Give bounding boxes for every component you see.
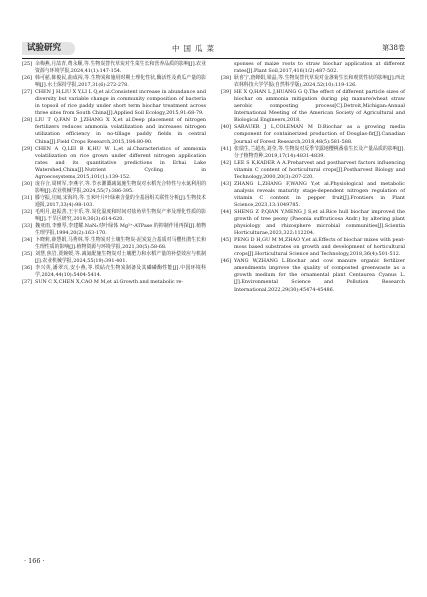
reference-text: SARAUER J L,COLEMAN M D.Biochar as a growing media component for containerized production of Douglas-fir[J].Canadian Journal of Forest Research,2018,48(5):581-588. [234, 124, 405, 145]
reference-text: LIU T Q,FAN D J,ZHANG X X,et al.Deep placement of nitrogen fertilizers reduces ammonia volatilization and increases nitrogen utilization efficiency in no-tillage paddy fields in central China[J].Field Crops Research,2015,184:80-90. [35, 117, 206, 145]
reference-entry [221, 61, 405, 75]
reference-number: [28] [22, 117, 33, 124]
reference-text: SHENG Z P,QIAN Y,MENG J S,et al.Rice hull biochar improved the growth of tree peony (Paeonia suffruticosa Andr.) by altering plant physiology and rhizosphere microbial communities[J].Scientia Horticulturae,2023,322:112204. [234, 208, 405, 237]
reference-number: [32] [22, 208, 33, 215]
reference-text: 滕守振,庄闽,宋海坞,等.玉米叶片叶绿素含量的全基因组关联性分析[J].生物技术通报,2017,33(4):98-103. [35, 194, 206, 208]
reference-text: LEE S K,KADER A A.Preharvest and postharvest factors influencing vitamin C content of horticultural crops[J].Postharvest Biology and Technology,2000,20(3):207-220. [234, 159, 405, 180]
reference-number: [46] [221, 258, 232, 265]
volume-label: 第38卷 [382, 44, 405, 52]
reference-entry [221, 258, 405, 293]
section-tag: 试验研究 [22, 42, 75, 55]
reference-text: 魏亚雨,李雅琴,李建耀.NaN₃对叶绿体 Mg²⁺-ATPase 的抑制作用再探[J].植物生理学报,1994,20(2):163-170. [35, 223, 206, 237]
reference-text: ZHANG L,ZHANG F,WANG Y,et al.Physiological and metabolic analysis reveals maturity stage-dependent nitrogen regulation of vitamin C content in pepper fruit[J].Frontiers in Plant Science,2023,13:1049785. [234, 180, 405, 208]
journal-name: 中国瓜菜 [172, 44, 218, 53]
reference-number: [41] [221, 145, 232, 152]
reference-text: YANG W,ZHANG L.Biochar and cow manure organic fertilizer amendments improve the quality of composted greenwaste as a growth medium for the ornamental plant Centaurea Cyanus L.[J].Environmental Science and Pollution Research International,2022,29(30):45474-45486. [234, 258, 405, 293]
reference-number: [40] [221, 124, 232, 131]
reference-entry [22, 61, 206, 75]
reference-entry [22, 117, 206, 145]
reference-entry [221, 75, 405, 89]
reference-text: 韩可慈,陈俊民,曲成闯,等.生物炭和施用时期土理化性状,酶活性及黄瓜产量的影响[J].水土保持学报,2017,31(6):272-278. [35, 75, 206, 89]
reference-text: 耿喜宁,唐婵娟,梁晶,等.生物炭替代草炭对金盏菊生长和观赏性状的影响[J].西北农林科技大学学报(自然科学版),2024,52(10):119-126. [234, 75, 405, 89]
reference-number: [38] [221, 75, 232, 82]
reference-text: CHEN A Q,LEI B K,HU W L,et al.Characteristics of ammonia volatilization on rice grown under different nitrogen application rates and its quantitative predictions in Erhai Lake Watershed,China[J].Nutrient Cycling in Agroecosystems,2015,101(1):139-152. [35, 145, 206, 180]
reference-entry [22, 89, 206, 117]
reference-entry [22, 279, 206, 286]
page-header [22, 42, 405, 59]
reference-entry [22, 181, 206, 195]
reference-entry [221, 181, 405, 209]
reference-columns [22, 61, 405, 526]
reference-number: [33] [22, 223, 33, 230]
reference-text: sponses of maize roots to straw biochar application at different rates[J].Plant Soil,2017,416(1/2):487-502. [234, 61, 405, 75]
reference-text: PENG D H,GU M M,ZHAO Y,et al.Effects of biochar mixes with peat-moss based substrates on growth and development of horticultural crops[J].Horticultural Science and Technology,2018,36(4):501-512. [234, 237, 405, 258]
reference-entry [221, 160, 405, 181]
reference-entry [22, 237, 206, 251]
reference-entry [22, 195, 206, 209]
reference-text: 毛明月,赵振善,王宇乐,等.炭化温度和时间对盐角草生物炭产率及理化性质的影响[J].干旱区研究,2019,36(3):614-620. [35, 208, 206, 223]
reference-entry [221, 124, 405, 145]
reference-number: [37] [22, 279, 33, 286]
reference-number: [36] [22, 265, 33, 272]
reference-number: [42] [221, 159, 232, 166]
reference-number: [29] [22, 145, 33, 152]
reference-entry [221, 237, 405, 258]
reference-text: HE X Q,HAN L J,HUANG G Q.The effect of different particle sizes of biochar on ammonia mitigation during pig manure/wheat straw aerobic composting process[C].Detroit,Michigan:Annual International Meeting of the American Society of Agricultural and Biological Engineers,2018. [234, 89, 405, 124]
reference-number: [26] [22, 75, 33, 82]
reference-text: CHEN J H,LIU X Y,LI L Q,et al.Consistent increase in abundance and diversity but variable change in community composition of bacteria in topsoil of rice paddy under short term biochar treatment across three sites from South China[J].Applied Soil Ecology,2015,91:68-79. [35, 89, 206, 117]
reference-text: 余梅燕,月喆青,费永顺,等.生物炭替代草炭对生菜生长和营养品质的影响[J].农业资源与环境学报,2024,41(1):147-154. [35, 61, 206, 75]
reference-text: 刘慧,焦岩,贾婉媛,等.减氮配施生物炭对土壤肥力和水稻产量的补偿效应与机制[J].农业机械学报,2024,55(19):391-401. [35, 251, 206, 265]
reference-number: [34] [22, 237, 33, 244]
reference-entry [221, 209, 405, 237]
reference-number: [27] [22, 89, 33, 96]
reference-number: [45] [221, 237, 232, 244]
reference-text: 卜晓莉,薛慧娟,马秀林,等.生物炭对土壤生物炭-泥炭复合基质对马樱杜鹃生长和生理性质的影响[J].植物资源与环境学报,2021,30(5):58-68. [35, 237, 206, 251]
left-column [22, 61, 206, 287]
page-number: · 166 · [24, 557, 45, 565]
reference-number: [43] [221, 180, 232, 187]
reference-entry [22, 75, 206, 89]
reference-number: [35] [22, 251, 33, 258]
reference-number: [25] [22, 61, 33, 67]
reference-entry [22, 265, 206, 279]
reference-entry [221, 146, 405, 160]
reference-entry [22, 209, 206, 223]
reference-entry [22, 223, 206, 237]
reference-number: [39] [221, 89, 232, 96]
reference-entry [221, 89, 405, 124]
reference-number: [44] [221, 208, 232, 215]
reference-text: 李兴英,潘翠兴,安小燕,等.铁砧壳生物炭制备及其磷磷酶性能[J].中国环境科学,2024,44(10):5404-5414. [35, 265, 206, 279]
reference-entry [22, 146, 206, 181]
reference-text: 张瑞生,兰超杰,刘莹,等.生物炭对反季节露地樱桃番茄生长及产量品质的影响[J].分子植物育种,2019,17(14):4831-4839. [234, 145, 405, 159]
reference-entry [22, 251, 206, 265]
reference-number: [30] [22, 180, 33, 187]
reference-text: SUN C X,CHEN X,CAO M M,et al.Growth and metabolic re- [35, 279, 184, 286]
right-column [221, 61, 405, 294]
reference-text: 庞存合,周树军,李燕宇,等.节水灌溉减氮施生物炭对水稻光合特性与水氮利用的影响[J].农业机械学报,2024,55(7):386-395. [35, 180, 206, 194]
reference-number: [31] [22, 194, 33, 201]
